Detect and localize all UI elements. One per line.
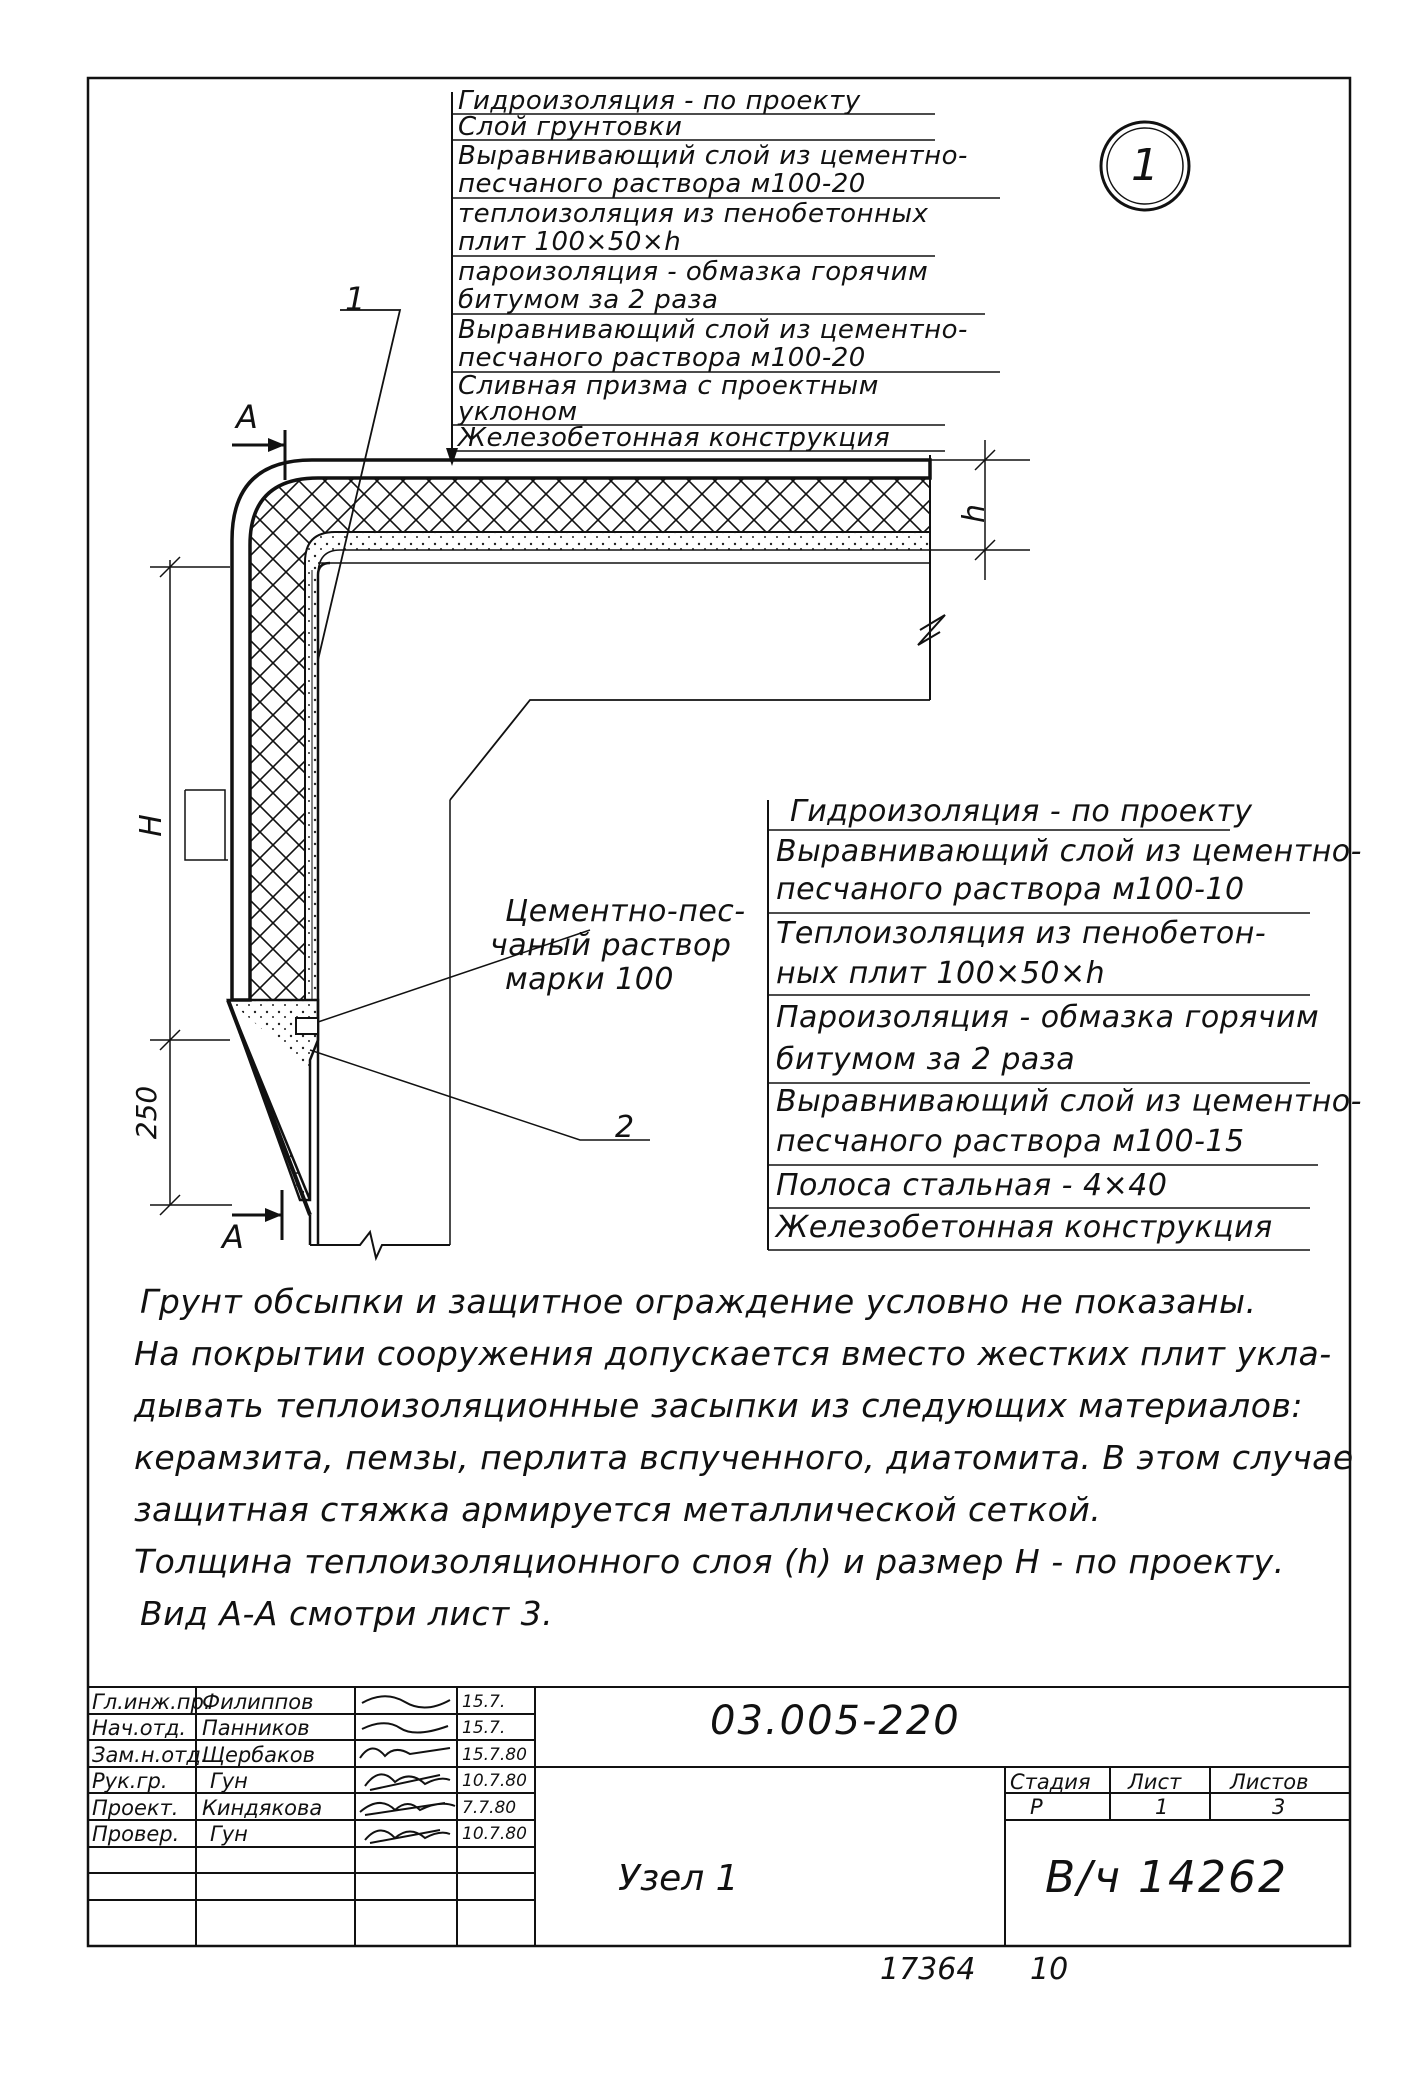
section-mark-bottom-label: А (222, 1218, 244, 1256)
leader-2 (310, 1050, 650, 1140)
tb-date: 15.7. (462, 1692, 506, 1712)
side-layer: Пароизоляция - обмазка горячим (776, 1000, 1320, 1035)
top-layer: Гидроизоляция - по проекту (458, 86, 861, 116)
organization: В/ч 14262 (1045, 1852, 1288, 1903)
tb-date: 7.7.80 (462, 1798, 517, 1818)
side-leader (450, 700, 930, 800)
tb-role: Зам.н.отд. (92, 1743, 208, 1767)
side-layer: песчаного раствора м100-10 (776, 872, 1245, 907)
sheet-value: 1 (1155, 1795, 1169, 1819)
note-line: На покрытии сооружения допускается вместо жестких плит укла- (134, 1334, 1332, 1373)
tb-name: Филиппов (202, 1690, 314, 1714)
note-line: керамзита, пемзы, перлита вспученного, диатомита. В этом случае (134, 1438, 1354, 1477)
callout-number: 1 (1131, 140, 1159, 191)
note-line: Толщина теплоизоляционного слоя (h) и размер Н - по проекту. (134, 1542, 1285, 1581)
doc-number: 03.005-220 (710, 1698, 961, 1744)
side-layer: Полоса стальная - 4×40 (776, 1168, 1168, 1203)
dim-h-label: h (957, 503, 993, 524)
mortar-label: марки 100 (505, 962, 674, 997)
tb-date: 10.7.80 (462, 1824, 527, 1844)
side-layer: ных плит 100×50×h (776, 956, 1106, 991)
side-layer: Выравнивающий слой из цементно- (776, 1084, 1362, 1119)
stage-value: Р (1030, 1795, 1043, 1819)
leader-1-label: 1 (345, 280, 366, 318)
leader-2-label: 2 (615, 1110, 635, 1145)
side-layer: Выравнивающий слой из цементно- (776, 834, 1362, 869)
mortar-label: Цементно-пес- (505, 894, 746, 929)
side-layer: Железобетонная конструкция (776, 1210, 1273, 1245)
dim-H-label: H (133, 814, 169, 837)
stage-header: Стадия (1010, 1770, 1091, 1794)
side-layer: Гидроизоляция - по проекту (790, 794, 1253, 829)
side-layer: битумом за 2 раза (776, 1042, 1076, 1077)
tb-name: Киндякова (202, 1796, 323, 1820)
tb-name: Щербаков (202, 1743, 315, 1767)
top-layer: уклоном (458, 397, 578, 427)
break-line (918, 570, 945, 700)
tb-name: Гун (210, 1769, 248, 1793)
top-layer: теплоизоляция из пенобетонных (458, 199, 929, 229)
side-layer: песчаного раствора м100-15 (776, 1124, 1245, 1159)
inventory-number: 17364 (880, 1952, 976, 1987)
dim-250-label: 250 (130, 1085, 164, 1140)
top-layer: битумом за 2 раза (458, 285, 719, 315)
page-number: 10 (1030, 1952, 1069, 1987)
tb-role: Проект. (92, 1796, 179, 1820)
note-line: дывать теплоизоляционные засыпки из следующих материалов: (134, 1386, 1304, 1425)
note-line: Грунт обсыпки и защитное ограждение условно не показаны. (140, 1282, 1257, 1321)
mortar-label: чаный раствор (490, 928, 732, 963)
drawing-title: Узел 1 (618, 1858, 739, 1899)
top-layer: Железобетонная конструкция (458, 423, 891, 453)
sheets-value: 3 (1272, 1795, 1286, 1819)
tb-date: 10.7.80 (462, 1771, 527, 1791)
top-layer: пароизоляция - обмазка горячим (458, 257, 929, 287)
top-layer: Выравнивающий слой из цементно- (458, 141, 968, 171)
tb-date: 15.7. (462, 1718, 506, 1738)
steel-strip (296, 1018, 318, 1034)
note-line: Вид А-А смотри лист 3. (140, 1594, 554, 1633)
tb-name: Панников (202, 1716, 310, 1740)
section-mark-top-label: А (236, 398, 258, 436)
tb-role: Гл.инж.пр. (92, 1690, 211, 1714)
side-layer: Теплоизоляция из пенобетон- (776, 916, 1267, 951)
tb-name: Гун (210, 1822, 248, 1846)
top-layer: Сливная призма с проектным (458, 371, 879, 401)
tb-role: Провер. (92, 1822, 180, 1846)
top-layer: плит 100×50×h (458, 227, 682, 257)
tb-role: Рук.гр. (92, 1769, 168, 1793)
concrete-face (318, 563, 330, 1245)
sheet-header: Лист (1128, 1770, 1182, 1794)
top-layer: Выравнивающий слой из цементно- (458, 315, 968, 345)
tb-role: Нач.отд. (92, 1716, 187, 1740)
top-layer: песчаного раствора м100-20 (458, 169, 866, 199)
tb-date: 15.7.80 (462, 1745, 527, 1765)
note-line: защитная стяжка армируется металлической сеткой. (134, 1490, 1102, 1529)
top-layer: песчаного раствора м100-20 (458, 343, 866, 373)
top-layer: Слой грунтовки (458, 112, 683, 142)
sheets-header: Листов (1230, 1770, 1309, 1794)
